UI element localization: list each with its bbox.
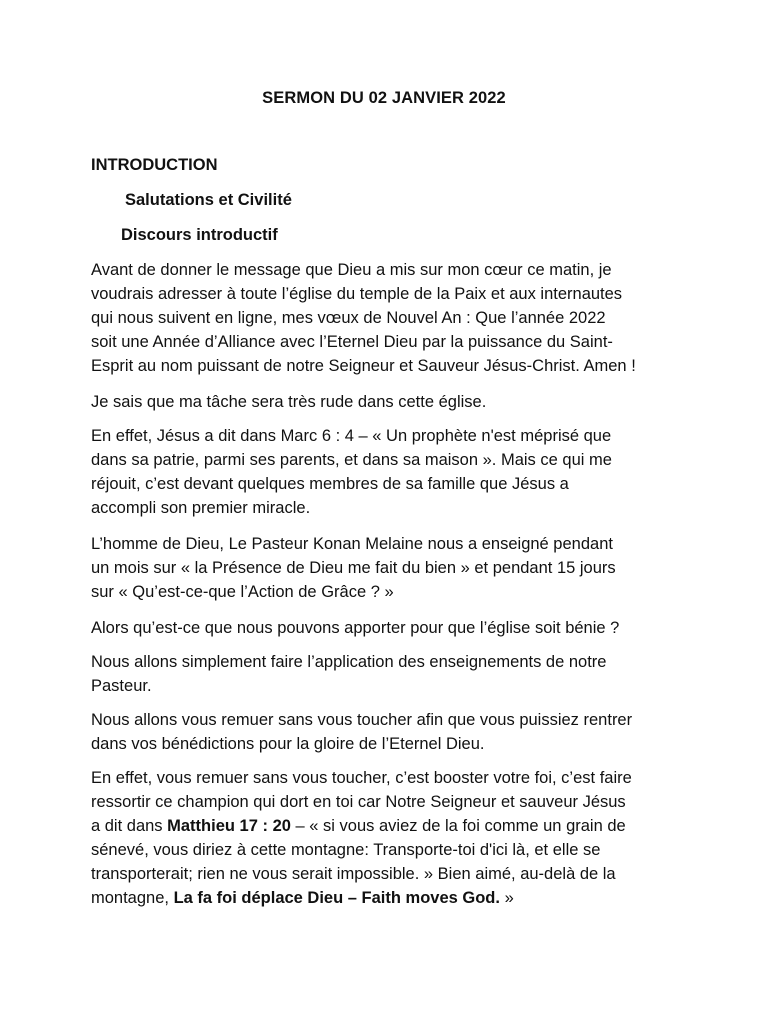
section-heading: INTRODUCTION: [91, 156, 218, 174]
text-line: sur « Qu’est-ce-que l’Action de Grâce ? »: [91, 583, 394, 601]
text-line: L’homme de Dieu, Le Pasteur Konan Melaine nous a enseigné pendant: [91, 535, 613, 553]
text-line: Pasteur.: [91, 677, 152, 695]
paragraph-pastor-teaching: [91, 532, 691, 604]
text-run: – « si vous aviez de la foi comme un grain de: [290, 817, 626, 835]
paragraph-new-year-wishes: [91, 258, 691, 378]
text-line: Je sais que ma tâche sera très rude dans cette église.: [91, 393, 487, 411]
text-line: réjouit, c’est devant quelques membres de sa famille que Jésus a: [91, 475, 569, 493]
paragraph-application: [91, 650, 691, 698]
text-line: [91, 814, 691, 838]
scripture-reference: Matthieu 17 : 20: [167, 817, 291, 835]
text-run: a dit dans: [91, 817, 168, 835]
text-line: Nous allons vous remuer sans vous toucher afin que vous puissiez rentrer: [91, 711, 633, 729]
text-line: Nous allons simplement faire l’application des enseignements de notre: [91, 653, 607, 671]
text-line: En effet, Jésus a dit dans Marc 6 : 4 – « Un prophète n'est méprisé que: [91, 427, 612, 445]
paragraph-faith: [91, 766, 691, 910]
text-line: dans vos bénédictions pour la gloire de l’Eternel Dieu.: [91, 735, 485, 753]
text-line: qui nous suivent en ligne, mes vœux de Nouvel An : Que l’année 2022: [91, 309, 606, 327]
text-line: Alors qu’est-ce que nous pouvons apporter pour que l’église soit bénie ?: [91, 619, 620, 637]
key-phrase: La fa foi déplace Dieu – Faith moves God.: [173, 889, 500, 907]
text-line: accompli son premier miracle.: [91, 499, 311, 517]
text-line: sénevé, vous diriez à cette montagne: Transporte-toi d'ici là, et elle se: [91, 841, 601, 859]
text-run: »: [499, 889, 514, 907]
sub-heading-greetings: Salutations et Civilité: [125, 191, 292, 209]
text-line: voudrais adresser à toute l’église du temple de la Paix et aux internautes: [91, 285, 623, 303]
paragraph-blessings: [91, 708, 691, 756]
text-line: Avant de donner le message que Dieu a mis sur mon cœur ce matin, je: [91, 261, 612, 279]
paragraph-task: [91, 390, 691, 414]
text-line: soit une Année d’Alliance avec l’Eternel Dieu par la puissance du Saint-: [91, 333, 613, 351]
text-line: transporterait; rien ne vous serait impossible. » Bien aimé, au-delà de la: [91, 865, 616, 883]
sub-heading-introductory-speech: Discours introductif: [121, 226, 278, 244]
paragraph-mark-quote: [91, 424, 691, 520]
paragraph-question: [91, 616, 691, 640]
text-line: En effet, vous remuer sans vous toucher, c’est booster votre foi, c’est faire: [91, 769, 632, 787]
text-run: montagne,: [91, 889, 174, 907]
text-line: [91, 886, 691, 910]
text-line: ressortir ce champion qui dort en toi car Notre Seigneur et sauveur Jésus: [91, 793, 626, 811]
text-line: un mois sur « la Présence de Dieu me fait du bien » et pendant 15 jours: [91, 559, 616, 577]
document-title: SERMON DU 02 JANVIER 2022: [262, 89, 506, 107]
text-line: dans sa patrie, parmi ses parents, et dans sa maison ». Mais ce qui me: [91, 451, 612, 469]
text-line: Esprit au nom puissant de notre Seigneur et Sauveur Jésus-Christ. Amen !: [91, 357, 636, 375]
